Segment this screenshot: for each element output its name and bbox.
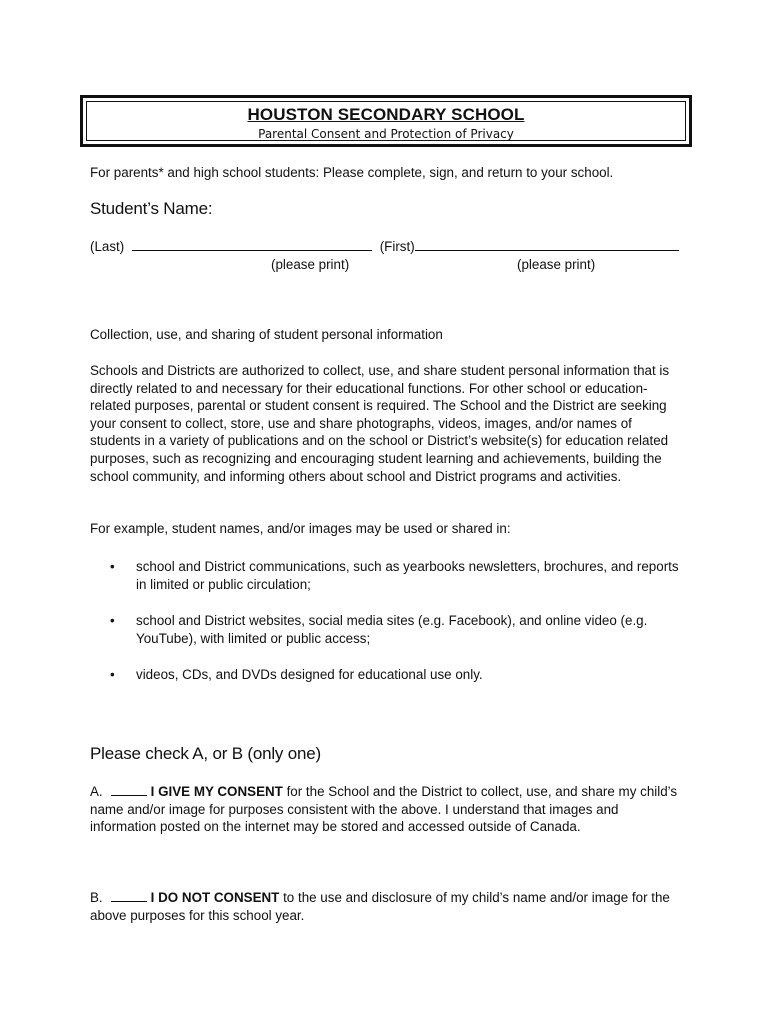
example-text: school and District websites, social media sites (e.g. Facebook), and online video (e.g. YouTube), with limited or public access;	[136, 613, 648, 646]
option-b-text: to the use and disclosure of my child’s name and/or image for the above purposes for this school year.	[90, 890, 670, 923]
example-text: school and District communications, such as yearbooks newsletters, brochures, and reports in limited or public circulation;	[136, 559, 679, 592]
last-name-field[interactable]	[132, 238, 372, 251]
form-subtitle: Parental Consent and Protection of Privacy	[258, 127, 514, 141]
option-b	[90, 889, 686, 924]
header-box	[80, 95, 692, 147]
list-item	[110, 666, 680, 684]
student-name-heading: Student’s Name:	[90, 199, 213, 218]
collection-heading: Collection, use, and sharing of student personal information	[90, 327, 443, 342]
list-item	[110, 612, 680, 647]
option-b-letter: B.	[90, 890, 103, 905]
last-name-print-hint: (please print)	[271, 257, 350, 272]
first-name-print-hint: (please print)	[517, 257, 596, 272]
first-name-field[interactable]	[415, 238, 679, 251]
school-name: HOUSTON SECONDARY SCHOOL	[247, 105, 525, 124]
option-a-emphasis: I GIVE MY CONSENT	[150, 784, 283, 799]
bullet-icon: •	[110, 667, 115, 683]
bullet-icon: •	[110, 559, 115, 574]
collection-body: Schools and Districts are authorized to collect, use, and share student personal information that is directly related to and necessary for their educational functions. For other school or education-related purposes, parental or student consent is required. The School and the District are seeking your consent to collect, store, use and share photographs, videos, images, and/or names of students in a variety of publications and on the school or District’s website(s) for education related purposes, such as recognizing and encouraging student learning and achievements, building the school community, and informing others about school and District programs and activities.	[90, 363, 670, 484]
option-b-emphasis: I DO NOT CONSENT	[150, 890, 280, 905]
first-name-label: (First)	[379, 239, 415, 254]
choice-heading: Please check A, or B (only one)	[90, 744, 321, 763]
option-a-checkbox-line[interactable]	[111, 783, 147, 796]
option-a-letter: A.	[90, 784, 103, 799]
list-item	[110, 558, 680, 593]
option-a	[90, 783, 686, 836]
option-a-text: for the School and the District to collect, use, and share my child’s name and/or image for purposes consistent with the above. I understand that images and information posted on the internet may be stored and accessed outside of Canada.	[90, 784, 678, 835]
intro-text: For parents* and high school students: Please complete, sign, and return to your school.	[90, 165, 614, 180]
bullet-icon: •	[110, 613, 115, 629]
example-text: videos, CDs, and DVDs designed for educational use only.	[136, 667, 483, 683]
header-inner-frame	[86, 101, 686, 141]
option-b-checkbox-line[interactable]	[111, 889, 147, 902]
examples-list	[110, 558, 680, 684]
last-name-label: (Last)	[90, 239, 125, 254]
example-intro: For example, student names, and/or images may be used or shared in:	[90, 521, 511, 536]
student-name-row	[90, 238, 690, 256]
